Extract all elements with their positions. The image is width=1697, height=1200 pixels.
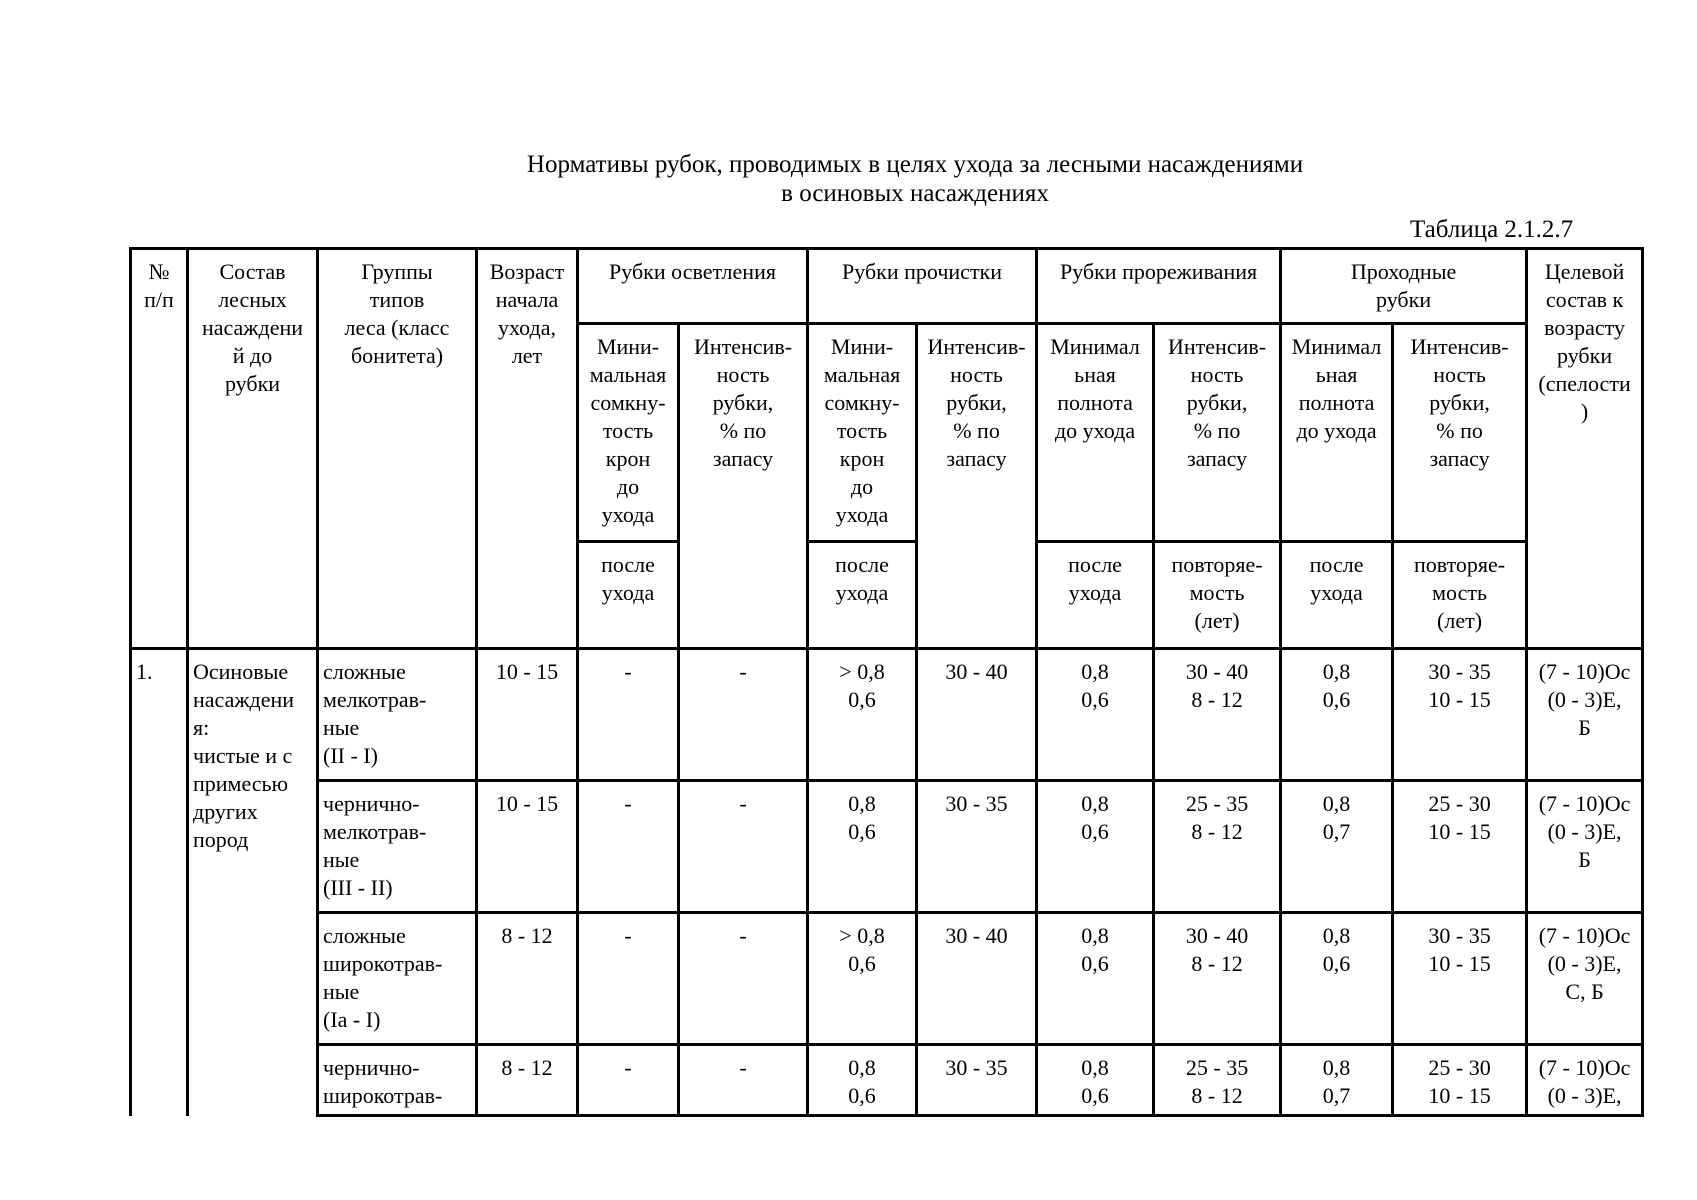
- header-passage-intensity: Интенсив- ность рубки, % по запасу: [1393, 324, 1527, 542]
- clearing-min-cell: -: [578, 781, 679, 913]
- forest-type-cell: чернично- широкотрав-: [318, 1045, 477, 1116]
- clearing-min-cell: -: [578, 913, 679, 1045]
- clearing-intensity-cell: -: [679, 913, 808, 1045]
- header-passage: Проходные рубки: [1281, 249, 1527, 324]
- header-forest-groups: Группы типов леса (класс бонитета): [318, 249, 477, 649]
- cleaning-min-cell: 0,8 0,6: [808, 781, 917, 913]
- thinning-min-cell: 0,8 0,6: [1037, 913, 1154, 1045]
- target-cell: (7 - 10)Ос (0 - 3)Е, С, Б: [1527, 913, 1643, 1045]
- header-row-1: [131, 249, 1643, 324]
- thinning-min-cell: 0,8 0,6: [1037, 781, 1154, 913]
- age-cell: 8 - 12: [477, 1045, 578, 1116]
- table-row: [131, 781, 1643, 913]
- header-composition: Состав лесных насаждени й до рубки: [188, 249, 318, 649]
- age-cell: 10 - 15: [477, 781, 578, 913]
- cleaning-min-cell: > 0,8 0,6: [808, 649, 917, 781]
- header-cleaning-after: после ухода: [808, 542, 917, 649]
- header-clearing-intensity: Интенсив- ность рубки, % по запасу: [679, 324, 808, 649]
- age-cell: 10 - 15: [477, 649, 578, 781]
- header-target: Целевой состав к возрасту рубки (спелости ): [1527, 249, 1643, 649]
- header-num: № п/п: [131, 249, 188, 649]
- clearing-intensity-cell: -: [679, 649, 808, 781]
- header-cleaning: Рубки прочистки: [808, 249, 1037, 324]
- passage-min-cell: 0,8 0,7: [1281, 781, 1393, 913]
- header-cleaning-min: Мини- мальная сомкну- тость крон до ухода: [808, 324, 917, 542]
- passage-min-cell: 0,8 0,6: [1281, 913, 1393, 1045]
- forest-type-cell: чернично- мелкотрав- ные (III - II): [318, 781, 477, 913]
- cleaning-min-cell: 0,8 0,6: [808, 1045, 917, 1116]
- cleaning-intensity-cell: 30 - 35: [917, 781, 1037, 913]
- target-cell: (7 - 10)Ос (0 - 3)Е, Б: [1527, 649, 1643, 781]
- thinning-intensity-cell: 30 - 40 8 - 12: [1154, 913, 1281, 1045]
- header-thinning-repeat: повторяе- мость (лет): [1154, 542, 1281, 649]
- table-row: [131, 1045, 1643, 1116]
- forest-type-cell: сложные мелкотрав- ные (II - I): [318, 649, 477, 781]
- passage-intensity-cell: 30 - 35 10 - 15: [1393, 649, 1527, 781]
- title-line-1: Нормативы рубок, проводимых в целях ухода за лесными насаждениями: [526, 151, 1304, 178]
- group-composition: Осиновые насаждени я: чистые и с примесью других пород: [188, 649, 318, 1116]
- header-thinning-min: Минимал ьная полнота до ухода: [1037, 324, 1154, 542]
- clearing-intensity-cell: -: [679, 781, 808, 913]
- thinning-intensity-cell: 25 - 35 8 - 12: [1154, 1045, 1281, 1116]
- table-row: [131, 913, 1643, 1045]
- passage-min-cell: 0,8 0,7: [1281, 1045, 1393, 1116]
- header-thinning: Рубки прореживания: [1037, 249, 1281, 324]
- clearing-min-cell: -: [578, 1045, 679, 1116]
- cleaning-min-cell: > 0,8 0,6: [808, 913, 917, 1045]
- passage-min-cell: 0,8 0,6: [1281, 649, 1393, 781]
- header-thinning-intensity: Интенсив- ность рубки, % по запасу: [1154, 324, 1281, 542]
- header-thinning-after: после ухода: [1037, 542, 1154, 649]
- header-passage-repeat: повторяе- мость (лет): [1393, 542, 1527, 649]
- thinning-min-cell: 0,8 0,6: [1037, 649, 1154, 781]
- clearing-intensity-cell: -: [679, 1045, 808, 1116]
- norms-table: [129, 247, 1644, 1117]
- header-passage-min: Минимал ьная полнота до ухода: [1281, 324, 1393, 542]
- target-cell: (7 - 10)Ос (0 - 3)Е,: [1527, 1045, 1643, 1116]
- title-line-2: в осиновых насаждениях: [781, 180, 1049, 207]
- forest-type-cell: сложные широкотрав- ные (Ia - I): [318, 913, 477, 1045]
- cleaning-intensity-cell: 30 - 35: [917, 1045, 1037, 1116]
- thinning-intensity-cell: 30 - 40 8 - 12: [1154, 649, 1281, 781]
- header-clearing-after: после ухода: [578, 542, 679, 649]
- header-cleaning-intensity: Интенсив- ность рубки, % по запасу: [917, 324, 1037, 649]
- cleaning-intensity-cell: 30 - 40: [917, 913, 1037, 1045]
- passage-intensity-cell: 30 - 35 10 - 15: [1393, 913, 1527, 1045]
- header-clearing: Рубки осветления: [578, 249, 808, 324]
- group-num: 1.: [131, 649, 188, 1116]
- passage-intensity-cell: 25 - 30 10 - 15: [1393, 781, 1527, 913]
- cleaning-intensity-cell: 30 - 40: [917, 649, 1037, 781]
- header-age-start: Возраст начала ухода, лет: [477, 249, 578, 649]
- age-cell: 8 - 12: [477, 913, 578, 1045]
- thinning-intensity-cell: 25 - 35 8 - 12: [1154, 781, 1281, 913]
- header-passage-after: после ухода: [1281, 542, 1393, 649]
- table-label: Таблица 2.1.2.7: [1410, 216, 1574, 243]
- document-title: [0, 150, 1697, 208]
- table-row: [131, 649, 1643, 781]
- target-cell: (7 - 10)Ос (0 - 3)Е, Б: [1527, 781, 1643, 913]
- clearing-min-cell: -: [578, 649, 679, 781]
- thinning-min-cell: 0,8 0,6: [1037, 1045, 1154, 1116]
- passage-intensity-cell: 25 - 30 10 - 15: [1393, 1045, 1527, 1116]
- header-clearing-min: Мини- мальная сомкну- тость крон до ухода: [578, 324, 679, 542]
